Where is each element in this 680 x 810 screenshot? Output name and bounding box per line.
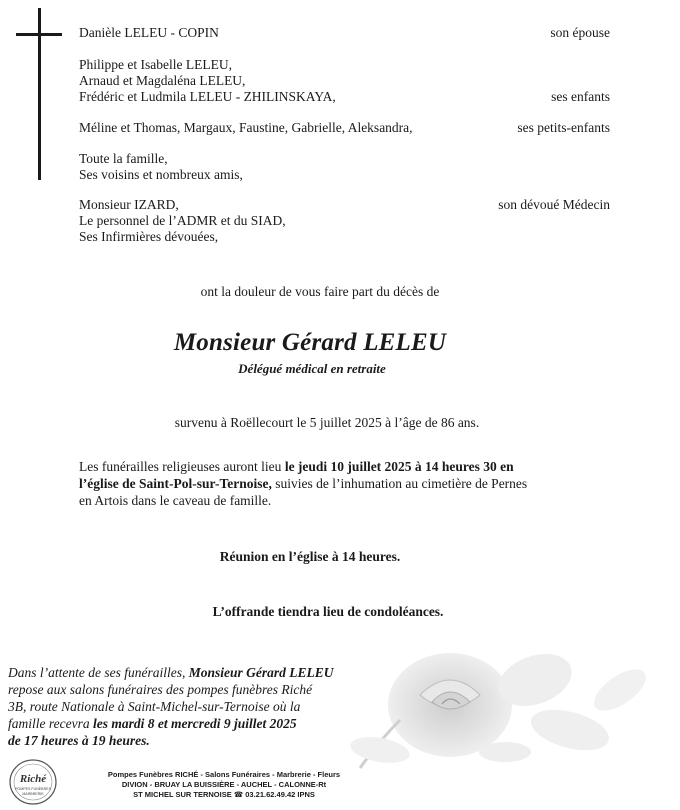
spouse-role: son épouse <box>550 25 610 40</box>
funeral-date: le jeudi 10 juillet 2025 à 14 heures 30 en <box>284 459 514 474</box>
offering-note: L’offrande tiendra lieu de condoléances. <box>212 604 444 619</box>
logo-name: Riché <box>19 773 47 785</box>
visitation-text-1: Dans l’attente de ses funérailles, <box>8 665 189 680</box>
footer <box>64 770 384 800</box>
doctor-role: son dévoué Médecin <box>498 197 610 212</box>
funeral-text-2: suivies de l’inhumation au cimetière de Pernes <box>271 476 528 491</box>
church-meeting: Réunion en l’église à 14 heures. <box>219 549 401 564</box>
children-line-1: Philippe et Isabelle LELEU, <box>79 57 232 72</box>
visitation-text-2: repose aux salons funéraires des pompes funèbres Riché <box>8 682 313 697</box>
visitation-deceased: Monsieur Gérard LELEU <box>188 665 334 680</box>
visitation-text-4: famille recevra <box>8 716 93 731</box>
spouse-name: Danièle LELEU - COPIN <box>79 25 219 40</box>
grandchildren-role: ses petits-enfants <box>517 120 610 135</box>
staff-line-2: Ses Infirmières dévouées, <box>79 229 219 244</box>
cross-horizontal-bar <box>16 33 62 36</box>
visitation-dates: les mardi 8 et mercredi 9 juillet 2025 <box>92 716 297 731</box>
family-line-2: Ses voisins et nombreux amis, <box>79 167 243 182</box>
children-line-2: Arnaud et Magdaléna LELEU, <box>79 73 246 88</box>
footer-line-1: Pompes Funèbres RICHÉ - Salons Funéraires - Marbrerie - Fleurs <box>107 770 341 779</box>
visitation-note <box>8 664 428 749</box>
staff-line-1: Le personnel de l’ADMR et du SIAD, <box>79 213 286 228</box>
visitation-text-3: 3B, route Nationale à Saint-Michel-sur-Ternoise où la <box>8 699 301 714</box>
riche-logo <box>8 758 58 806</box>
children-line-3: Frédéric et Ludmila LELEU - ZHILINSKAYA, <box>79 89 336 104</box>
visitation-hours: de 17 heures à 19 heures. <box>8 733 150 748</box>
funeral-paragraph <box>79 458 619 509</box>
funeral-text-3: en Artois dans le caveau de famille. <box>79 493 272 508</box>
footer-line-2: DIVION - BRUAY LA BUISSIÈRE - AUCHEL - CALONNE-Rt <box>121 780 327 789</box>
deceased-name: Monsieur Gérard LELEU <box>173 329 447 356</box>
announcement-intro: ont la douleur de vous faire part du décès de <box>200 284 440 299</box>
children-role: ses enfants <box>551 89 610 104</box>
logo-subtitle: POMPES FUNÈBRES <box>15 787 51 791</box>
family-line-1: Toute la famille, <box>79 151 168 166</box>
logo-subtitle-2: MARBRERIE <box>22 792 44 796</box>
footer-line-3: ST MICHEL SUR TERNOISE ☎ 03.21.62.49.42 IPNS <box>133 790 315 799</box>
death-statement: survenu à Roëllecourt le 5 juillet 2025 à l’âge de 86 ans. <box>174 415 480 430</box>
funeral-church: l’église de Saint-Pol-sur-Ternoise, <box>79 476 272 491</box>
grandchildren-names: Méline et Thomas, Margaux, Faustine, Gabrielle, Aleksandra, <box>79 120 413 135</box>
funeral-text-1: Les funérailles religieuses auront lieu <box>79 459 285 474</box>
deceased-title: Délégué médical en retraite <box>238 361 386 376</box>
doctor-name: Monsieur IZARD, <box>79 197 179 212</box>
